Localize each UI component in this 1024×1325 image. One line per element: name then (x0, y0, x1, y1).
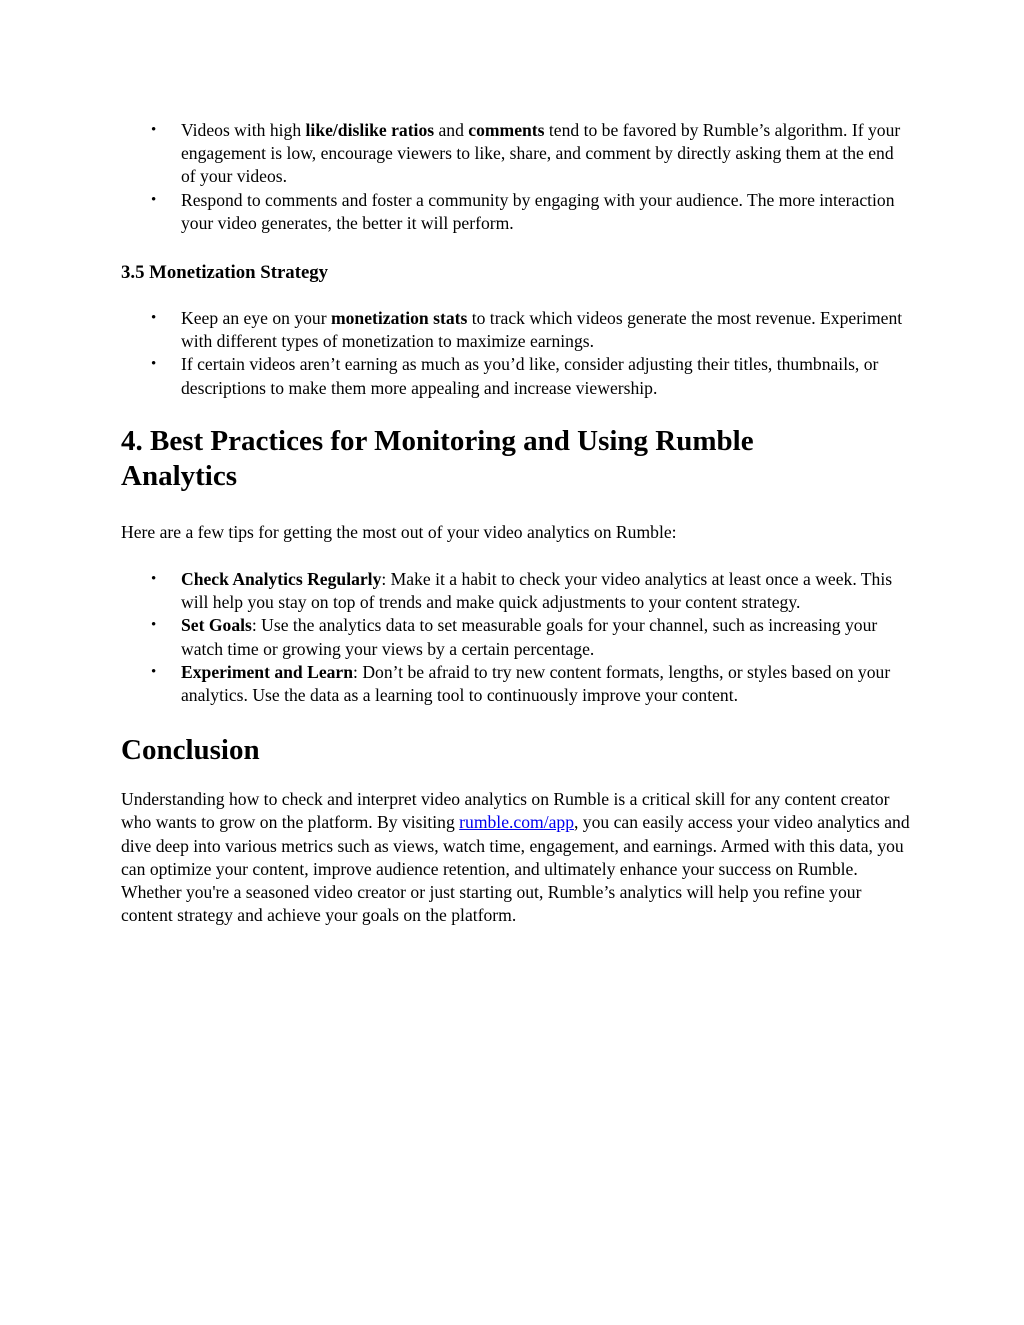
list-item: • Videos with high like/dislike ratios and comments tend to be favored by Rumble’s algorithm. If your engagement is low, encourage viewers to like, share, and comment by directly asking them at the end of your videos. (121, 119, 911, 189)
list-item: • Check Analytics Regularly: Make it a habit to check your video analytics at least once a week. This will help you stay on top of trends and make quick adjustments to your content strategy. (121, 568, 911, 614)
list-item: • If certain videos aren’t earning as much as you’d like, consider adjusting their titles, thumbnails, or descriptions to make them more appealing and increase viewership. (121, 353, 911, 399)
document-body (121, 119, 911, 927)
bold-phrase: comments (468, 120, 545, 140)
best-practices-bullet-list (121, 568, 911, 707)
section-heading-best-practices: 4. Best Practices for Monitoring and Using Rumble Analytics (121, 424, 754, 492)
list-item: • Set Goals: Use the analytics data to set measurable goals for your channel, such as increasing your watch time or growing your views by a certain percentage. (121, 614, 911, 660)
bold-phrase: monetization stats (330, 308, 468, 329)
section-heading-monetization: 3.5 Monetization Strategy (121, 262, 329, 284)
bold-phrase: like/dislike ratios (305, 120, 435, 140)
conclusion-paragraph: Understanding how to check and interpret video analytics on Rumble is a critical skill for any content creator who wants to grow on the platform. By visiting rumble.com/app, you can easily access your video analytics and dive deep into various metrics such as views, watch time, engagement, and earnings. Armed with this data, you can optimize your content, improve audience retention, and ultimately enhance your success on Rumble. Whether you're a seasoned video creator or just starting out, Rumble’s analytics will help you refine your content strategy and achieve your goals on the platform. (121, 789, 910, 926)
monetization-bullet-list (121, 307, 911, 400)
bold-phrase: Check Analytics Regularly (181, 569, 382, 590)
bold-phrase: Experiment and Learn (181, 661, 354, 682)
rumble-app-link[interactable]: rumble.com/app (459, 812, 574, 833)
engagement-bullet-list (121, 119, 911, 235)
bold-phrase: Set Goals (181, 615, 252, 636)
list-item: • Respond to comments and foster a community by engaging with your audience. The more interaction your video generates, the better it will perform. (121, 189, 911, 235)
section-intro: Here are a few tips for getting the most out of your video analytics on Rumble: (121, 521, 677, 542)
list-item: • Experiment and Learn: Don’t be afraid to try new content formats, lengths, or styles based on your analytics. Use the data as a learning tool to continuously improve your content. (121, 661, 911, 707)
section-heading-conclusion: Conclusion (121, 734, 260, 767)
list-item: • Keep an eye on your monetization stats to track which videos generate the most revenue. Experiment with different types of monetization to maximize earnings. (121, 307, 911, 353)
